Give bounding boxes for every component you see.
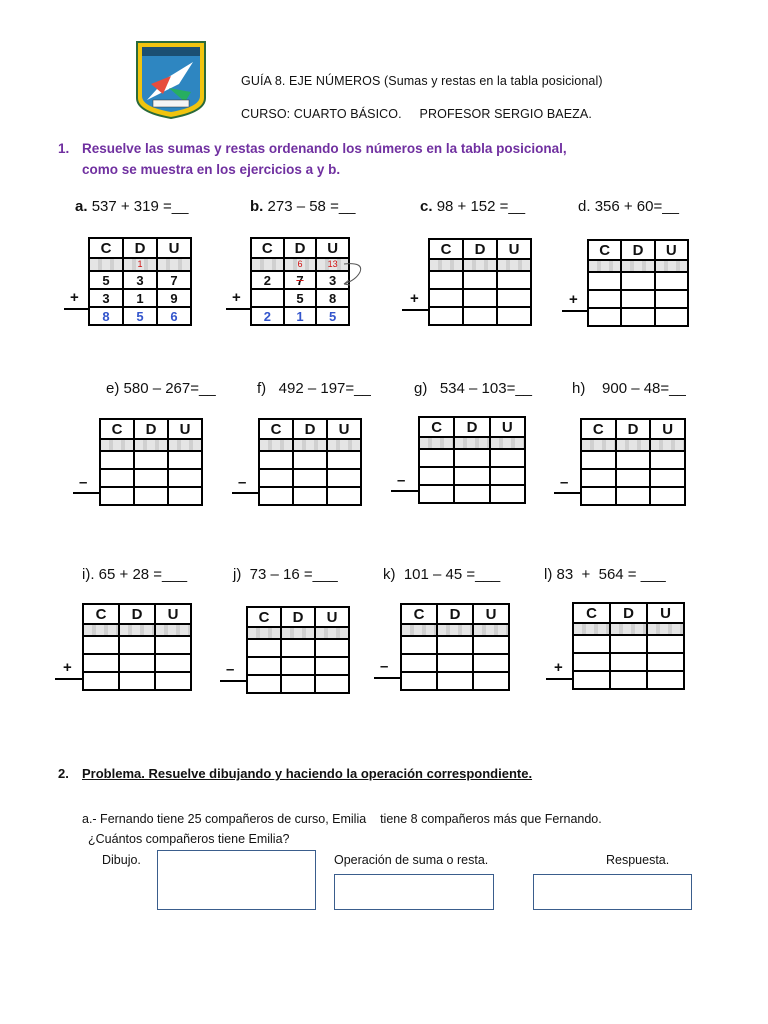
- answer-cell[interactable]: [610, 635, 647, 653]
- col-header-c: C: [573, 603, 610, 623]
- operation-line: [226, 308, 252, 310]
- col-header-d: D: [281, 607, 315, 627]
- operation-line: [374, 677, 402, 679]
- answer-cell[interactable]: [650, 487, 685, 505]
- col-header-c: C: [429, 239, 463, 259]
- answer-cell[interactable]: [588, 308, 621, 326]
- carry-cell[interactable]: [581, 439, 616, 451]
- col-header-u: U: [655, 240, 688, 260]
- answer-cell[interactable]: [134, 469, 168, 487]
- exercise-d-label: d. 356 + 60=__: [578, 198, 679, 215]
- answer-cell[interactable]: [315, 639, 349, 657]
- answer-cell[interactable]: [83, 672, 119, 690]
- answer-cell[interactable]: [83, 636, 119, 654]
- answer-cell[interactable]: [473, 654, 509, 672]
- answer-cell[interactable]: [119, 672, 155, 690]
- answer-label: Respuesta.: [606, 853, 670, 867]
- exercise-f-label: f) 492 – 197=__: [257, 380, 371, 397]
- place-value-table-j: [246, 606, 350, 694]
- answer-cell[interactable]: [119, 636, 155, 654]
- school-logo: [133, 40, 209, 120]
- col-header-c: C: [259, 419, 293, 439]
- answer-cell[interactable]: [315, 657, 349, 675]
- minus-sign: –: [397, 472, 406, 489]
- col-header-u: U: [168, 419, 202, 439]
- carry-cell: [251, 258, 284, 271]
- carry-cell[interactable]: [473, 624, 509, 636]
- carry-cell: 13: [316, 258, 349, 271]
- carry-cell: 6: [284, 258, 317, 271]
- col-header-u: U: [157, 238, 191, 258]
- answer-cell[interactable]: [100, 469, 134, 487]
- col-header-c: C: [83, 604, 119, 624]
- carry-cell[interactable]: [100, 439, 134, 451]
- col-header-c: C: [401, 604, 437, 624]
- carry-cell[interactable]: [293, 439, 327, 451]
- exercise-h-label: h) 900 – 48=__: [572, 380, 686, 397]
- place-value-table-a: [88, 237, 192, 326]
- answer-cell[interactable]: [401, 636, 437, 654]
- col-header-u: U: [155, 604, 191, 624]
- carry-cell[interactable]: [281, 627, 315, 639]
- answer-cell[interactable]: [134, 451, 168, 469]
- answer-cell[interactable]: [497, 307, 531, 325]
- course-line: CURSO: CUARTO BÁSICO. PROFESOR SERGIO BAEZA.: [241, 107, 592, 121]
- answer-cell[interactable]: [83, 654, 119, 672]
- problem-a-question: ¿Cuántos compañeros tiene Emilia?: [88, 832, 290, 846]
- place-value-table-l: [572, 602, 685, 690]
- operation-line: [64, 308, 90, 310]
- answer-cell[interactable]: [315, 675, 349, 693]
- guide-title: GUÍA 8. EJE NÚMEROS (Sumas y restas en la tabla posicional): [241, 74, 603, 88]
- answer-cell[interactable]: [490, 485, 525, 503]
- col-header-c: C: [419, 417, 454, 437]
- answer-cell[interactable]: [463, 271, 497, 289]
- answer-cell[interactable]: [155, 654, 191, 672]
- section1-number: 1.: [58, 141, 70, 156]
- result-cell: 5: [123, 307, 157, 325]
- answer-cell[interactable]: [454, 485, 489, 503]
- plus-sign: +: [70, 289, 79, 306]
- answer-cell[interactable]: [259, 487, 293, 505]
- digit-cell: 5: [284, 289, 317, 307]
- digit-cell: [251, 289, 284, 307]
- operation-line: [73, 492, 101, 494]
- operation-line: [55, 678, 84, 680]
- plus-sign: +: [232, 289, 241, 306]
- answer-cell[interactable]: [293, 451, 327, 469]
- carry-cell[interactable]: [610, 623, 647, 635]
- col-header-u: U: [647, 603, 684, 623]
- answer-cell[interactable]: [616, 451, 651, 469]
- answer-cell[interactable]: [454, 467, 489, 485]
- carry-cell[interactable]: [315, 627, 349, 639]
- answer-cell[interactable]: [621, 290, 654, 308]
- answer-cell[interactable]: [490, 449, 525, 467]
- answer-cell[interactable]: [655, 272, 688, 290]
- answer-cell[interactable]: [401, 654, 437, 672]
- answer-cell[interactable]: [281, 657, 315, 675]
- answer-cell[interactable]: [293, 469, 327, 487]
- answer-cell[interactable]: [100, 487, 134, 505]
- answer-cell[interactable]: [168, 469, 202, 487]
- answer-cell[interactable]: [419, 449, 454, 467]
- answer-cell[interactable]: [497, 289, 531, 307]
- answer-cell[interactable]: [247, 639, 281, 657]
- answer-cell[interactable]: [610, 671, 647, 689]
- carry-cell: [89, 258, 123, 271]
- answer-cell[interactable]: [437, 636, 473, 654]
- carry-cell[interactable]: [621, 260, 654, 272]
- carry-cell[interactable]: [119, 624, 155, 636]
- col-header-d: D: [463, 239, 497, 259]
- digit-cell: 9: [157, 289, 191, 307]
- carry-cell[interactable]: [655, 260, 688, 272]
- answer-cell[interactable]: [473, 636, 509, 654]
- col-header-d: D: [437, 604, 473, 624]
- carry-cell[interactable]: [454, 437, 489, 449]
- digit-cell: 2: [251, 271, 284, 289]
- col-header-u: U: [650, 419, 685, 439]
- result-cell: 8: [89, 307, 123, 325]
- answer-cell[interactable]: [581, 451, 616, 469]
- answer-cell[interactable]: [281, 639, 315, 657]
- carry-cell[interactable]: [247, 627, 281, 639]
- answer-cell[interactable]: [429, 271, 463, 289]
- place-value-table-g: [418, 416, 526, 504]
- place-value-table-c: [428, 238, 532, 326]
- answer-cell[interactable]: [621, 272, 654, 290]
- result-cell: 1: [284, 307, 317, 325]
- carry-cell[interactable]: [401, 624, 437, 636]
- answer-cell[interactable]: [259, 469, 293, 487]
- operation-line: [554, 492, 582, 494]
- drawing-label: Dibujo.: [102, 853, 141, 867]
- place-value-table-k: [400, 603, 510, 691]
- answer-cell[interactable]: [281, 675, 315, 693]
- carry-cell[interactable]: [573, 623, 610, 635]
- operation-label: Operación de suma o resta.: [334, 853, 489, 867]
- digit-cell: 7: [157, 271, 191, 289]
- carry-cell[interactable]: [490, 437, 525, 449]
- col-header-d: D: [119, 604, 155, 624]
- answer-cell[interactable]: [259, 451, 293, 469]
- digit-cell: 3: [316, 271, 349, 289]
- col-header-u: U: [315, 607, 349, 627]
- carry-cell[interactable]: [155, 624, 191, 636]
- operation-line: [402, 309, 430, 311]
- col-header-d: D: [134, 419, 168, 439]
- col-header-d: D: [284, 238, 317, 258]
- col-header-d: D: [616, 419, 651, 439]
- operation-line: [232, 492, 260, 494]
- place-value-table-h: [580, 418, 686, 506]
- operation-line: [546, 678, 574, 680]
- result-cell: 2: [251, 307, 284, 325]
- answer-cell[interactable]: [616, 469, 651, 487]
- exercise-e-label: e) 580 – 267=__: [106, 380, 216, 397]
- answer-cell[interactable]: [100, 451, 134, 469]
- result-cell: 5: [316, 307, 349, 325]
- col-header-c: C: [89, 238, 123, 258]
- answer-cell[interactable]: [247, 675, 281, 693]
- carry-cell[interactable]: [588, 260, 621, 272]
- carry-cell[interactable]: [463, 259, 497, 271]
- answer-cell[interactable]: [573, 671, 610, 689]
- section2-title: Problema. Resuelve dibujando y haciendo la operación correspondiente.: [82, 766, 533, 781]
- answer-cell[interactable]: [168, 451, 202, 469]
- answer-cell[interactable]: [655, 290, 688, 308]
- col-header-c: C: [581, 419, 616, 439]
- answer-cell[interactable]: [155, 636, 191, 654]
- answer-cell[interactable]: [437, 654, 473, 672]
- operation-line: [562, 310, 589, 312]
- borrow-arrow-icon: [338, 258, 368, 294]
- answer-cell[interactable]: [429, 289, 463, 307]
- col-header-u: U: [327, 419, 361, 439]
- answer-cell[interactable]: [247, 657, 281, 675]
- carry-cell[interactable]: [616, 439, 651, 451]
- answer-cell[interactable]: [573, 653, 610, 671]
- answer-cell[interactable]: [581, 487, 616, 505]
- carry-cell[interactable]: [83, 624, 119, 636]
- answer-cell[interactable]: [610, 653, 647, 671]
- answer-cell[interactable]: [588, 290, 621, 308]
- answer-box[interactable]: [533, 874, 692, 910]
- plus-sign: +: [410, 290, 419, 307]
- answer-cell[interactable]: [168, 487, 202, 505]
- place-value-table-d: [587, 239, 689, 327]
- digit-cell: 3: [89, 289, 123, 307]
- operation-line: [391, 490, 420, 492]
- minus-sign: –: [79, 474, 88, 491]
- carry-cell[interactable]: [647, 623, 684, 635]
- answer-cell[interactable]: [650, 469, 685, 487]
- col-header-c: C: [100, 419, 134, 439]
- answer-cell[interactable]: [616, 487, 651, 505]
- answer-cell[interactable]: [119, 654, 155, 672]
- answer-cell[interactable]: [327, 487, 361, 505]
- exercise-a-label: a. 537 + 319 =__: [75, 198, 189, 215]
- problem-a-text: a.- Fernando tiene 25 compañeros de curso, Emilia tiene 8 compañeros más que Fernando.: [82, 812, 602, 826]
- minus-sign: –: [560, 474, 569, 491]
- col-header-c: C: [251, 238, 284, 258]
- col-header-d: D: [123, 238, 157, 258]
- carry-cell[interactable]: [259, 439, 293, 451]
- operation-line: [220, 680, 248, 682]
- col-header-d: D: [454, 417, 489, 437]
- answer-cell[interactable]: [655, 308, 688, 326]
- answer-cell[interactable]: [650, 451, 685, 469]
- answer-cell[interactable]: [134, 487, 168, 505]
- operation-box[interactable]: [334, 874, 494, 910]
- place-value-table-i: [82, 603, 192, 691]
- minus-sign: –: [226, 661, 235, 678]
- minus-sign: –: [238, 474, 247, 491]
- exercise-i-label: i). 65 + 28 =___: [82, 566, 188, 583]
- exercise-b-label: b. 273 – 58 =__: [250, 198, 356, 215]
- answer-cell[interactable]: [429, 307, 463, 325]
- carry-cell[interactable]: [650, 439, 685, 451]
- col-header-u: U: [497, 239, 531, 259]
- answer-cell[interactable]: [454, 449, 489, 467]
- answer-cell[interactable]: [473, 672, 509, 690]
- minus-sign: –: [380, 658, 389, 675]
- col-header-d: D: [610, 603, 647, 623]
- answer-cell[interactable]: [419, 485, 454, 503]
- plus-sign: +: [569, 291, 578, 308]
- answer-cell[interactable]: [621, 308, 654, 326]
- answer-cell[interactable]: [581, 469, 616, 487]
- answer-cell[interactable]: [647, 671, 684, 689]
- col-header-d: D: [293, 419, 327, 439]
- plus-sign: +: [554, 659, 563, 676]
- answer-cell[interactable]: [437, 672, 473, 690]
- col-header-u: U: [490, 417, 525, 437]
- answer-cell[interactable]: [647, 635, 684, 653]
- answer-cell[interactable]: [497, 271, 531, 289]
- answer-cell[interactable]: [327, 451, 361, 469]
- exercise-g-label: g) 534 – 103=__: [414, 380, 533, 397]
- exercise-l-label: l) 83 + 564 = ___: [544, 566, 666, 583]
- col-header-d: D: [621, 240, 654, 260]
- col-header-c: C: [247, 607, 281, 627]
- exercise-j-label: j) 73 – 16 =___: [233, 566, 338, 583]
- digit-cell: 3: [123, 271, 157, 289]
- answer-cell[interactable]: [573, 635, 610, 653]
- digit-cell-crossed: 7: [284, 271, 317, 289]
- drawing-box[interactable]: [157, 850, 316, 910]
- place-value-table-e: [99, 418, 203, 506]
- section1-instruction-line2: como se muestra en los ejercicios a y b.: [82, 162, 341, 177]
- answer-cell[interactable]: [463, 307, 497, 325]
- answer-cell[interactable]: [327, 469, 361, 487]
- carry-cell[interactable]: [437, 624, 473, 636]
- digit-cell: 8: [316, 289, 349, 307]
- place-value-table-f: [258, 418, 362, 506]
- answer-cell[interactable]: [419, 467, 454, 485]
- carry-cell[interactable]: [168, 439, 202, 451]
- carry-cell[interactable]: [497, 259, 531, 271]
- answer-cell[interactable]: [293, 487, 327, 505]
- answer-cell[interactable]: [463, 289, 497, 307]
- carry-cell[interactable]: [429, 259, 463, 271]
- carry-cell[interactable]: [134, 439, 168, 451]
- place-value-table-b: [250, 237, 350, 326]
- carry-cell[interactable]: [327, 439, 361, 451]
- exercise-c-label: c. 98 + 152 =__: [420, 198, 526, 215]
- digit-cell: 1: [123, 289, 157, 307]
- result-cell: 6: [157, 307, 191, 325]
- digit-cell: 5: [89, 271, 123, 289]
- answer-cell[interactable]: [490, 467, 525, 485]
- section2-number: 2.: [58, 766, 69, 781]
- carry-cell: 1: [123, 258, 157, 271]
- plus-sign: +: [63, 659, 72, 676]
- carry-cell[interactable]: [419, 437, 454, 449]
- col-header-u: U: [473, 604, 509, 624]
- carry-cell: [157, 258, 191, 271]
- col-header-c: C: [588, 240, 621, 260]
- answer-cell[interactable]: [588, 272, 621, 290]
- answer-cell[interactable]: [401, 672, 437, 690]
- answer-cell[interactable]: [155, 672, 191, 690]
- section1-instruction-line1: Resuelve las sumas y restas ordenando los números en la tabla posicional,: [82, 141, 567, 156]
- col-header-u: U: [316, 238, 349, 258]
- answer-cell[interactable]: [647, 653, 684, 671]
- exercise-k-label: k) 101 – 45 =___: [383, 566, 501, 583]
